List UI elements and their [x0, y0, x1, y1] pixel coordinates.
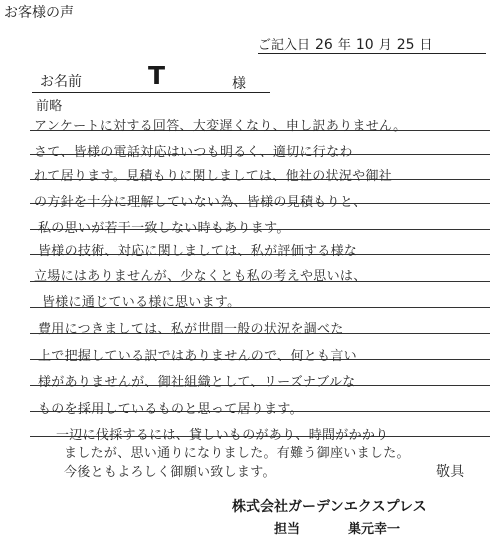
- letter-line: 今後ともよろしく御願い致します。: [64, 465, 276, 480]
- company-name: 株式会社ガーデンエクスプレス: [232, 499, 427, 515]
- letter-line: 上で把握している訳ではありませんので、何とも言い: [38, 349, 357, 364]
- letter-line: 私の思いが若干一致しない時もあります。: [38, 221, 290, 236]
- name-label: お名前: [40, 74, 82, 90]
- date-day-unit: 日: [419, 38, 433, 53]
- date-underline: [258, 53, 486, 54]
- letter-line: 皆様に通じている様に思います。: [42, 295, 241, 310]
- letter-line: 前略: [36, 99, 63, 114]
- staff-name: 巣元幸一: [348, 522, 401, 537]
- letter-line: ものを採用しているものと思って居ります。: [38, 402, 303, 417]
- staff-role: 担当: [274, 522, 301, 537]
- letter-line: れて居ります。見積もりに関しましては、他社の状況や御社: [34, 169, 393, 184]
- letter-line: 皆様の技術、対応に関しましては、私が評価する様な: [38, 244, 358, 259]
- name-underline: [32, 92, 270, 93]
- date-month-unit: 月: [378, 38, 392, 53]
- letter-line: 一辺に伐採するには、貸しいものがあり、時間がかかり: [56, 428, 389, 443]
- form-title: お客様の声: [4, 5, 74, 21]
- date-month: 10: [355, 37, 374, 53]
- letter-line: さて、皆様の電話対応はいつも明るく、適切に行なわ: [34, 145, 353, 160]
- date-year-unit: 年: [337, 38, 351, 53]
- letter-line: 様がありませんが、御社組織として、リーズナブルな: [38, 375, 356, 390]
- letter-closing: 敬具: [436, 464, 465, 480]
- letter-line: 費用につきましては、私が世間一般の状況を調べた: [38, 322, 344, 337]
- date-prefix: ご記入日: [258, 38, 311, 53]
- name-honorific: 様: [232, 76, 246, 92]
- letter-line: の方針を十分に理解していない為、皆様の見積もりと、: [34, 195, 367, 210]
- date-year: 26: [315, 37, 333, 53]
- date-day: 25: [396, 37, 415, 53]
- customer-name: T: [148, 61, 166, 90]
- letter-line: ましたが、思い通りになりました。有難う御座いました。: [64, 446, 410, 461]
- entry-date: [258, 34, 433, 53]
- letter-line: アンケートに対する回答、大変遅くなり、申し訳ありません。: [34, 119, 407, 134]
- letter-line: 立場にはありませんが、少なくとも私の考えや思いは、: [34, 269, 367, 284]
